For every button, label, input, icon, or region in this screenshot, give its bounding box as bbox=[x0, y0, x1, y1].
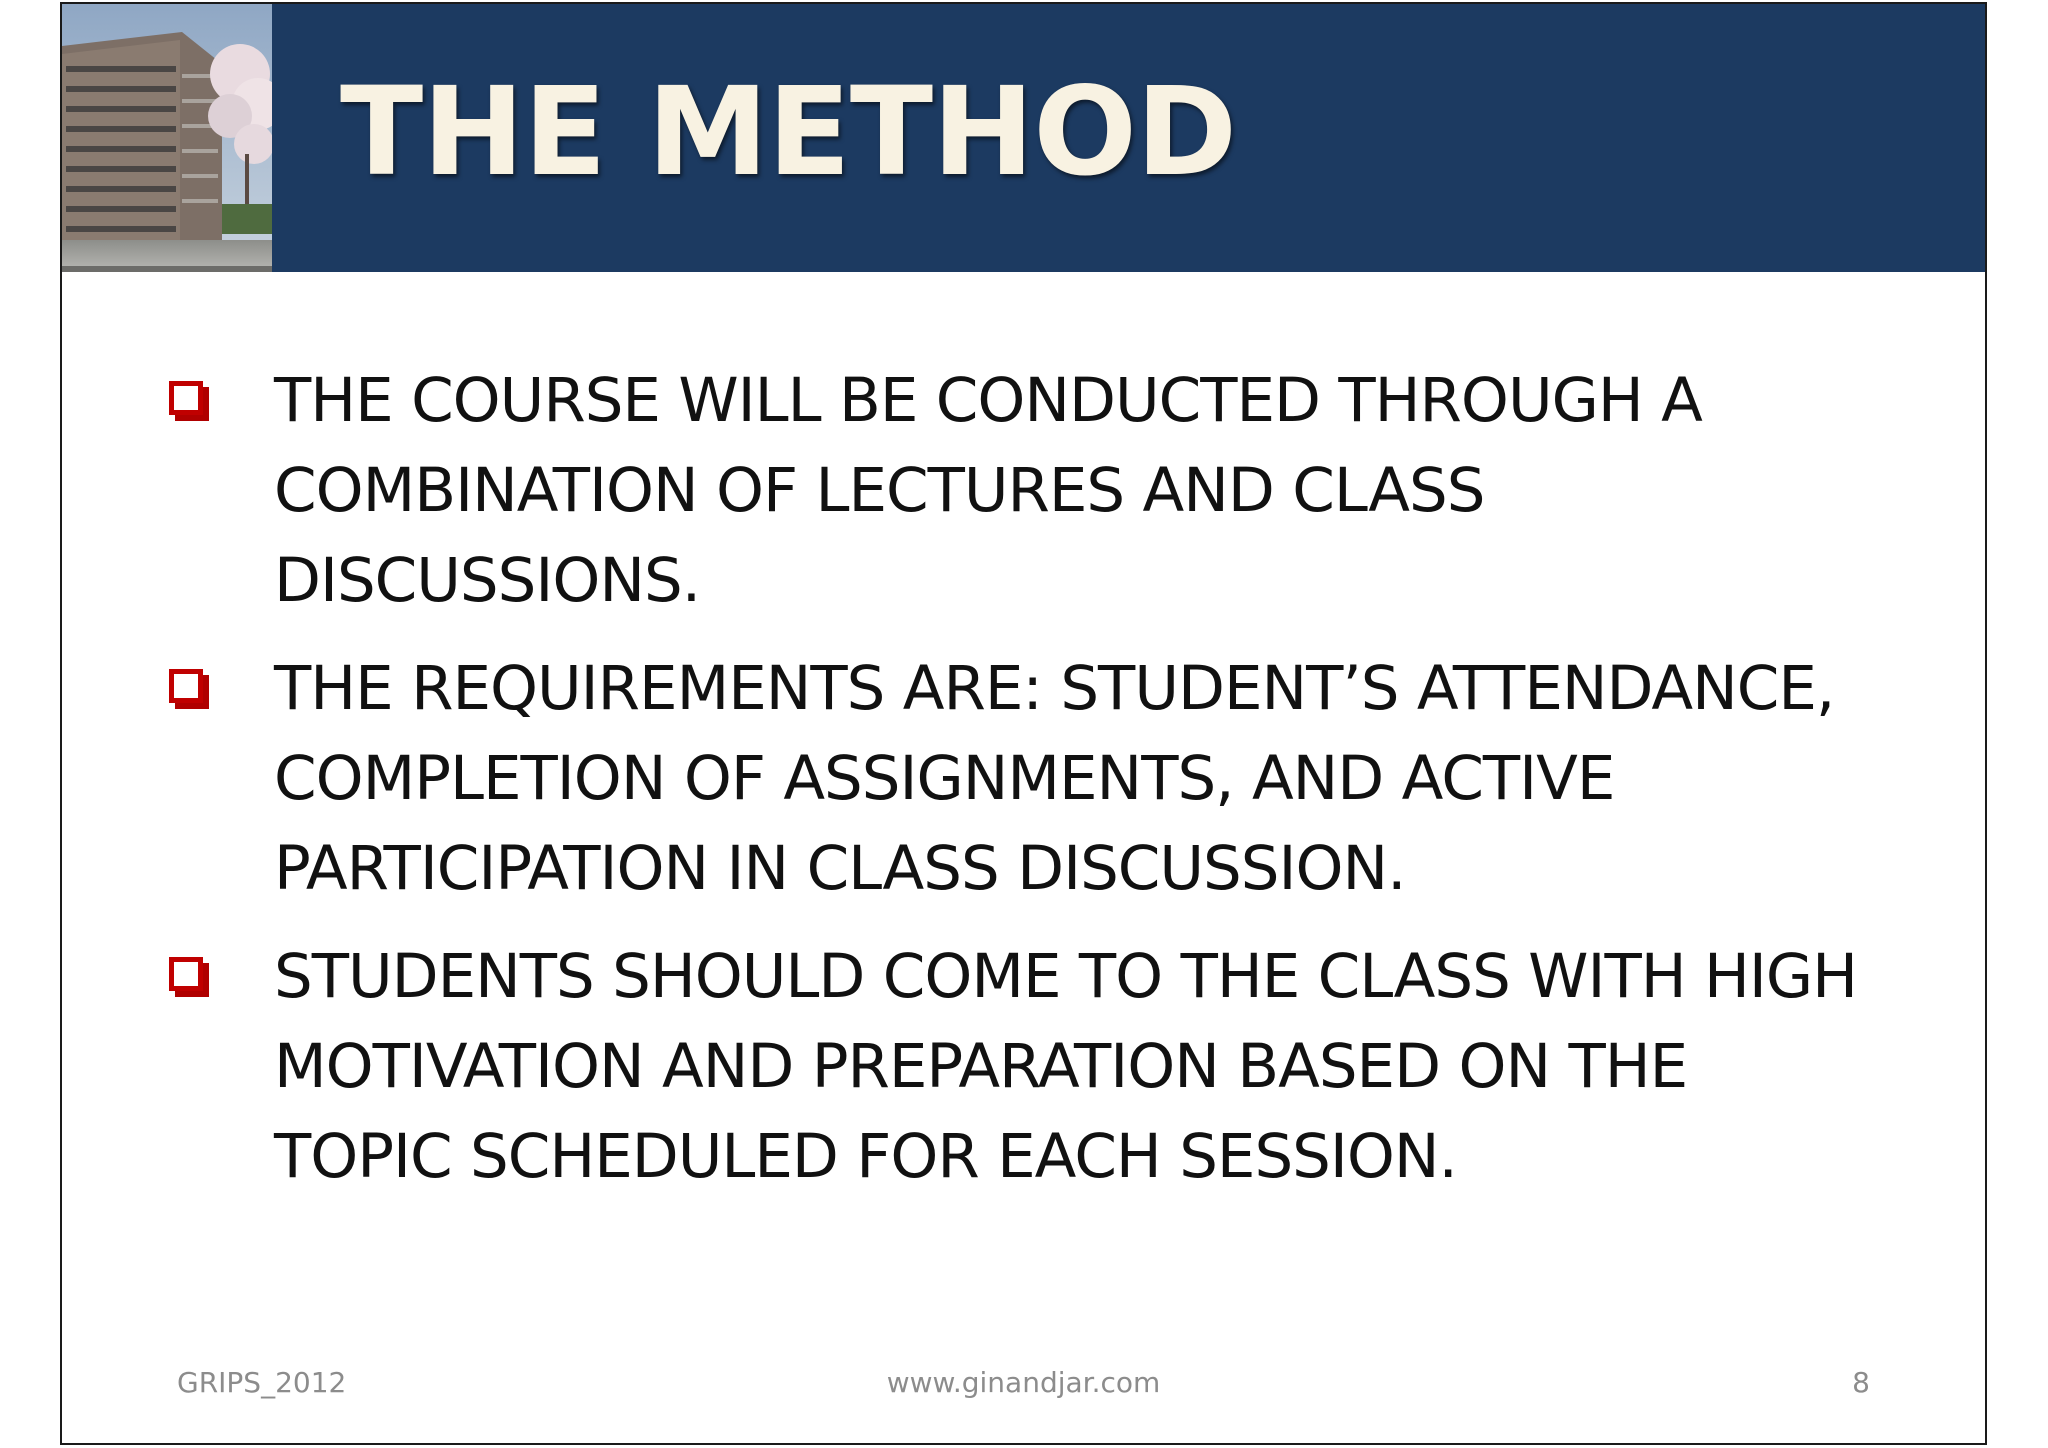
bullet-text: THE REQUIREMENTS ARE: STUDENT’S ATTENDANCE, COMPLETION OF ASSIGNMENTS, AND ACTIVE PARTICIPATION IN CLASS DISCUSSION. bbox=[274, 653, 1835, 904]
bullet-text: THE COURSE WILL BE CONDUCTED THROUGH A COMBINATION OF LECTURES AND CLASS DISCUSSIONS. bbox=[274, 365, 1702, 616]
checkbox-square-icon bbox=[169, 957, 207, 995]
campus-building-photo bbox=[62, 4, 272, 272]
slide bbox=[60, 2, 1987, 1445]
slide-title: THE METHOD bbox=[340, 61, 1237, 203]
bullet-item bbox=[62, 356, 1985, 626]
page-number: 8 bbox=[1852, 1366, 1870, 1399]
bullet-list bbox=[62, 356, 1985, 1220]
bullet-text: STUDENTS SHOULD COME TO THE CLASS WITH HIGH MOTIVATION AND PREPARATION BASED ON THE TOPIC SCHEDULED FOR EACH SESSION. bbox=[274, 941, 1858, 1192]
footer-website: www.ginandjar.com bbox=[886, 1366, 1161, 1399]
bullet-item bbox=[62, 932, 1985, 1202]
checkbox-square-icon bbox=[169, 381, 207, 419]
footer-label: GRIPS_2012 bbox=[177, 1366, 347, 1399]
bullet-item bbox=[62, 644, 1985, 914]
checkbox-square-icon bbox=[169, 669, 207, 707]
